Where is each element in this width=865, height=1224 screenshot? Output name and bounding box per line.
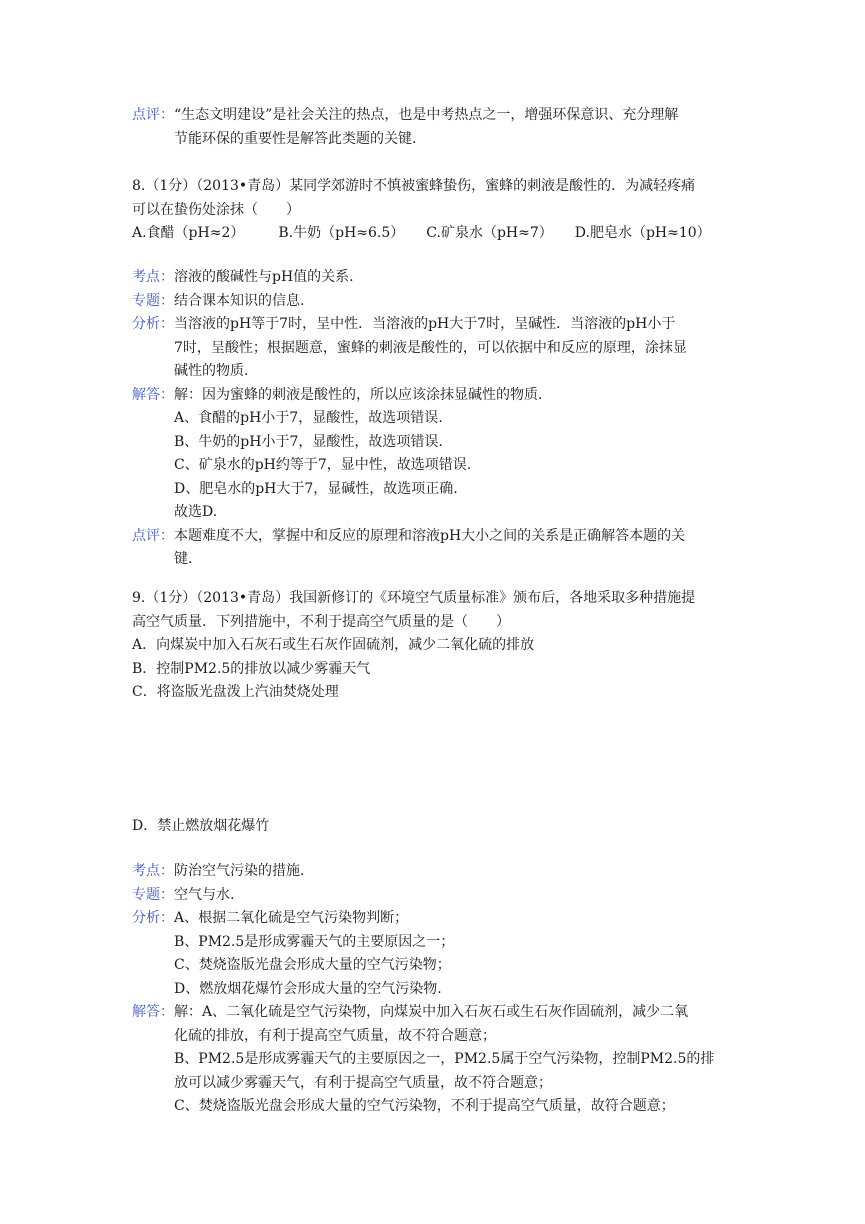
answer-line: C、矿泉水的pH约等于7，显中性，故选项错误. <box>174 457 472 473</box>
analysis-line: B、PM2.5是形成雾霾天气的主要原因之一； <box>174 933 455 950</box>
question-stem-line: 高空气质量．下列措施中，不利于提高空气质量的是（ ） <box>132 613 510 630</box>
question-options <box>132 222 742 246</box>
comment-label: 点评： <box>132 527 174 544</box>
answer-line: A、食醋的pH小于7，显酸性，故选项错误. <box>174 410 443 426</box>
topic-text: 空气与水. <box>174 886 235 903</box>
analysis-line: C、焚烧盗版光盘会形成大量的空气污染物； <box>174 957 451 973</box>
option-b: B.牛奶（pH≈6.5） <box>278 225 405 241</box>
option-a: A.食醋（pH≈2） <box>132 225 245 241</box>
question-9-option-d <box>132 815 742 839</box>
option-d: D.肥皂水（pH≈10） <box>574 225 711 241</box>
answer-label: 解答： <box>132 1004 174 1020</box>
question-stem-line: 8.（1分）（2013•青岛）某同学郊游时不慎被蜜蜂蛰伤，蜜蜂的刺液是酸性的．为减轻疼痛 <box>132 178 696 194</box>
answer-line: 故选D. <box>174 504 218 520</box>
topic-label: 专题： <box>132 886 174 903</box>
question-9 <box>132 587 742 705</box>
q9-solution <box>132 860 742 1119</box>
topic-text: 结合课本知识的信息. <box>174 292 305 309</box>
analysis-label: 分析： <box>132 910 174 926</box>
topic-label: 专题： <box>132 292 174 309</box>
comment-line: 节能环保的重要性是解答此类题的关键. <box>174 130 417 147</box>
analysis-line: 7时，呈酸性；根据题意，蜜蜂的刺液是酸性的，可以依据中和反应的原理，涂抹显 <box>174 339 687 356</box>
answer-line: 解：因为蜜蜂的刺液是酸性的，所以应该涂抹显碱性的物质. <box>174 386 543 403</box>
answer-line: 放可以减少雾霾天气，有利于提高空气质量，故不符合题意； <box>174 1074 552 1091</box>
q8-solution <box>132 266 742 572</box>
comment-label: 点评： <box>132 107 174 123</box>
analysis-line: 当溶液的pH等于7时，呈中性．当溶液的pH大于7时，呈碱性．当溶液的pH小于 <box>174 316 676 332</box>
answer-line: 化硫的排放，有利于提高空气质量，故不符合题意； <box>174 1027 496 1044</box>
top-comment-section <box>132 104 742 151</box>
answer-line: D、肥皂水的pH大于7，显碱性，故选项正确. <box>174 480 458 497</box>
answer-line: B、PM2.5是形成雾霾天气的主要原因之一，PM2.5属于空气污染物，控制PM2.5的排 <box>174 1051 715 1067</box>
option-d: D．禁止燃放烟花爆竹 <box>132 818 270 834</box>
point-label: 考点： <box>132 269 174 285</box>
comment-line: 本题难度不大，掌握中和反应的原理和溶液pH大小之间的关系是正确解答本题的关 <box>174 527 686 544</box>
point-label: 考点： <box>132 863 174 879</box>
option-b: B．控制PM2.5的排放以减少雾霾天气 <box>132 660 371 677</box>
question-stem-line: 9.（1分）（2013•青岛）我国新修订的《环境空气质量标准》颁布后，各地采取多种措施提 <box>132 590 696 606</box>
point-text: 溶液的酸碱性与pH值的关系. <box>174 269 354 285</box>
option-c: C.矿泉水（pH≈7） <box>426 225 553 241</box>
comment-line: “生态文明建设”是社会关注的热点，也是中考热点之一，增强环保意识、充分理解 <box>174 107 679 123</box>
option-c: C．将盗版光盘泼上汽油焚烧处理 <box>132 684 339 700</box>
question-stem-line: 可以在蛰伤处涂抹（ ） <box>132 201 300 218</box>
answer-line: C、焚烧盗版光盘会形成大量的空气污染物，不利于提高空气质量，故符合题意； <box>174 1098 675 1114</box>
analysis-line: A、根据二氧化硫是空气污染物判断； <box>174 910 409 926</box>
analysis-label: 分析： <box>132 316 174 332</box>
comment-line: 键. <box>174 551 193 567</box>
question-8 <box>132 175 742 246</box>
point-text: 防治空气污染的措施. <box>174 863 305 879</box>
option-a: A．向煤炭中加入石灰石或生石灰作固硫剂，减少二氧化硫的排放 <box>132 637 535 653</box>
answer-line: 解：A、二氧化硫是空气污染物，向煤炭中加入石灰石或生石灰作固硫剂，减少二氧 <box>174 1004 689 1020</box>
answer-line: B、牛奶的pH小于7，显酸性，故选项错误. <box>174 433 443 450</box>
analysis-line: 碱性的物质. <box>174 363 249 379</box>
answer-label: 解答： <box>132 386 174 403</box>
analysis-line: D、燃放烟花爆竹会形成大量的空气污染物. <box>174 980 442 997</box>
